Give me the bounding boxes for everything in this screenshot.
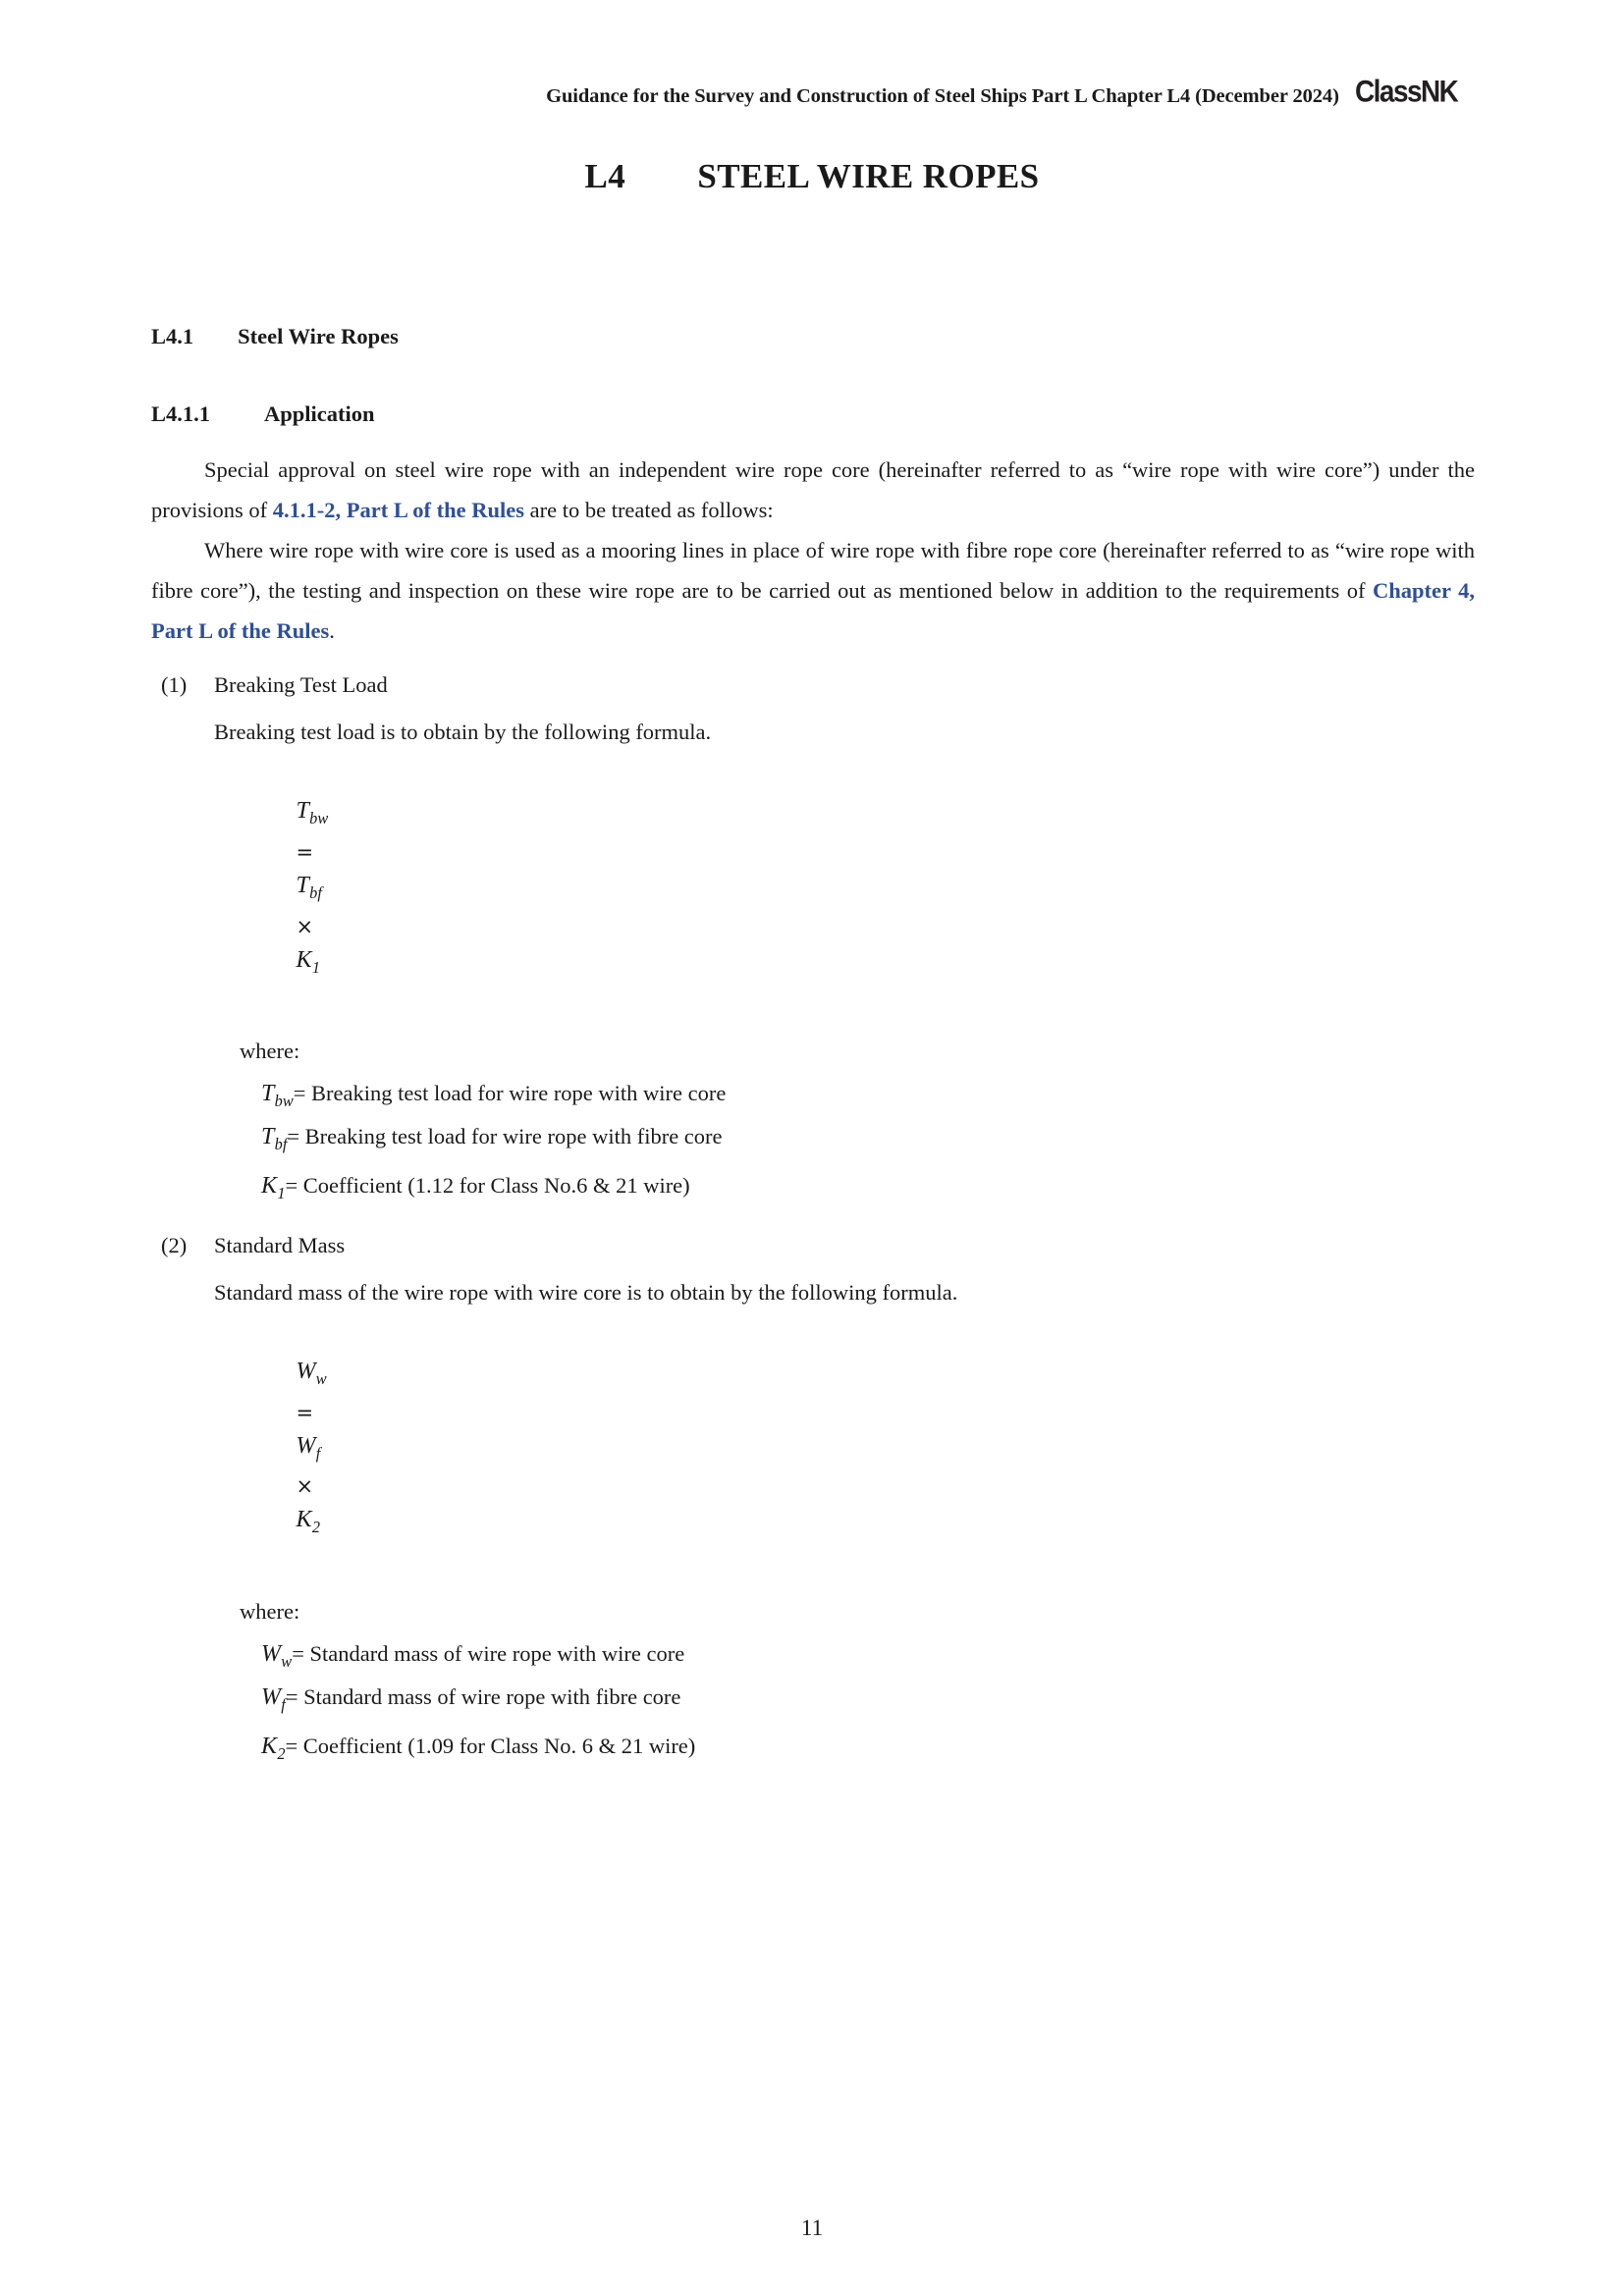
where-label-2: where: bbox=[240, 1599, 300, 1625]
definition-symbol: $W_w$ bbox=[261, 1641, 293, 1671]
formula-rhs: $T_{bf}$ bbox=[296, 872, 322, 902]
definition-text: = Coefficient (1.12 for Class No.6 & 21 wire) bbox=[285, 1172, 690, 1198]
definition-symbol: $K_1$ bbox=[261, 1172, 286, 1202]
list-item-title: Standard Mass bbox=[214, 1232, 346, 1257]
paragraph-2-text-after-link: . bbox=[329, 618, 335, 643]
running-header bbox=[0, 74, 1624, 110]
definition-item bbox=[151, 1729, 1475, 1772]
list-item bbox=[151, 667, 1475, 1211]
requirements-list bbox=[151, 667, 1475, 1772]
formula-equals: = bbox=[296, 839, 314, 864]
list-item-title: Breaking Test Load bbox=[214, 672, 388, 697]
definition-symbol: $K_2$ bbox=[261, 1733, 286, 1763]
definition-symbol: $T_{bf}$ bbox=[261, 1124, 288, 1153]
paragraph-application-2 bbox=[151, 530, 1475, 651]
rules-reference-link-2[interactable]: Chapter 4, Part L of the Rules bbox=[151, 578, 1475, 643]
rules-reference-link-1[interactable]: 4.1.1-2, Part L of the Rules bbox=[272, 498, 524, 522]
definition-text: = Breaking test load for wire rope with wire core bbox=[293, 1081, 727, 1106]
formula-equals: = bbox=[296, 1400, 314, 1424]
formula-coefficient: $K_1$ bbox=[296, 946, 320, 977]
subsection-heading-l4-1-1: L4.1.1 Application bbox=[151, 401, 375, 426]
definition-item bbox=[151, 1168, 1475, 1211]
formula-rhs: $W_f$ bbox=[296, 1432, 321, 1463]
list-item-body: Breaking test load is to obtain by the following formula. bbox=[214, 720, 712, 744]
formula-lhs: $W_w$ bbox=[296, 1358, 327, 1388]
definition-text: = Standard mass of wire rope with fibre core bbox=[285, 1683, 681, 1709]
formula-breaking-test-load bbox=[151, 761, 1475, 1017]
definition-item bbox=[151, 1119, 1475, 1162]
definition-item bbox=[151, 1636, 1475, 1680]
list-item-body: Standard mass of the wire rope with wire core is to obtain by the following formula. bbox=[214, 1279, 958, 1305]
definition-item bbox=[151, 1076, 1475, 1119]
page-number: 11 bbox=[800, 2216, 824, 2240]
formula-standard-mass bbox=[151, 1321, 1475, 1577]
definition-text: = Coefficient (1.09 for Class No. 6 & 21 wire) bbox=[285, 1733, 696, 1758]
list-item-marker: (2) bbox=[161, 1232, 188, 1257]
list-item-marker: (1) bbox=[161, 672, 188, 697]
paragraph-1-text-before-link: Special approval on steel wire rope with an independent wire rope core (hereinafter referred to as “wire rope with wire core”) under the provisions of bbox=[151, 457, 1475, 522]
definition-list-1 bbox=[151, 1076, 1475, 1210]
list-item bbox=[151, 1227, 1475, 1772]
definition-list-2 bbox=[151, 1636, 1475, 1771]
formula-times: × bbox=[296, 1474, 314, 1499]
chapter-title: L4 STEEL WIRE ROPES bbox=[584, 157, 1040, 195]
formula-coefficient: $K_2$ bbox=[296, 1507, 320, 1537]
paragraph-1-text-after-link: are to be treated as follows: bbox=[523, 498, 774, 522]
paragraph-2-text-before-link: Where wire rope with wire core is used as a mooring lines in place of wire rope with fibre rope core (hereinafter referred to as “wire rope with fibre core”), the testing and inspection on these wire rope are to be carried out as mentioned below in addition to the requirements of bbox=[151, 538, 1475, 603]
definition-symbol: $T_{bw}$ bbox=[261, 1081, 294, 1111]
paragraph-application-1 bbox=[151, 450, 1475, 530]
where-label-1: where: bbox=[240, 1039, 300, 1064]
definition-item bbox=[151, 1680, 1475, 1723]
classnk-logo: ClassNK bbox=[1354, 74, 1458, 109]
definition-symbol: $W_f$ bbox=[261, 1683, 286, 1714]
document-body bbox=[151, 324, 1475, 1772]
formula-times: × bbox=[296, 914, 314, 938]
running-header-text: Guidance for the Survey and Construction of Steel Ships Part L Chapter L4 (December 2024) bbox=[546, 85, 1339, 107]
formula-lhs: $T_{bw}$ bbox=[296, 798, 329, 828]
section-heading-l4-1: L4.1 Steel Wire Ropes bbox=[151, 324, 399, 348]
definition-text: = Breaking test load for wire rope with fibre core bbox=[287, 1124, 723, 1149]
definition-text: = Standard mass of wire rope with wire core bbox=[292, 1641, 685, 1667]
